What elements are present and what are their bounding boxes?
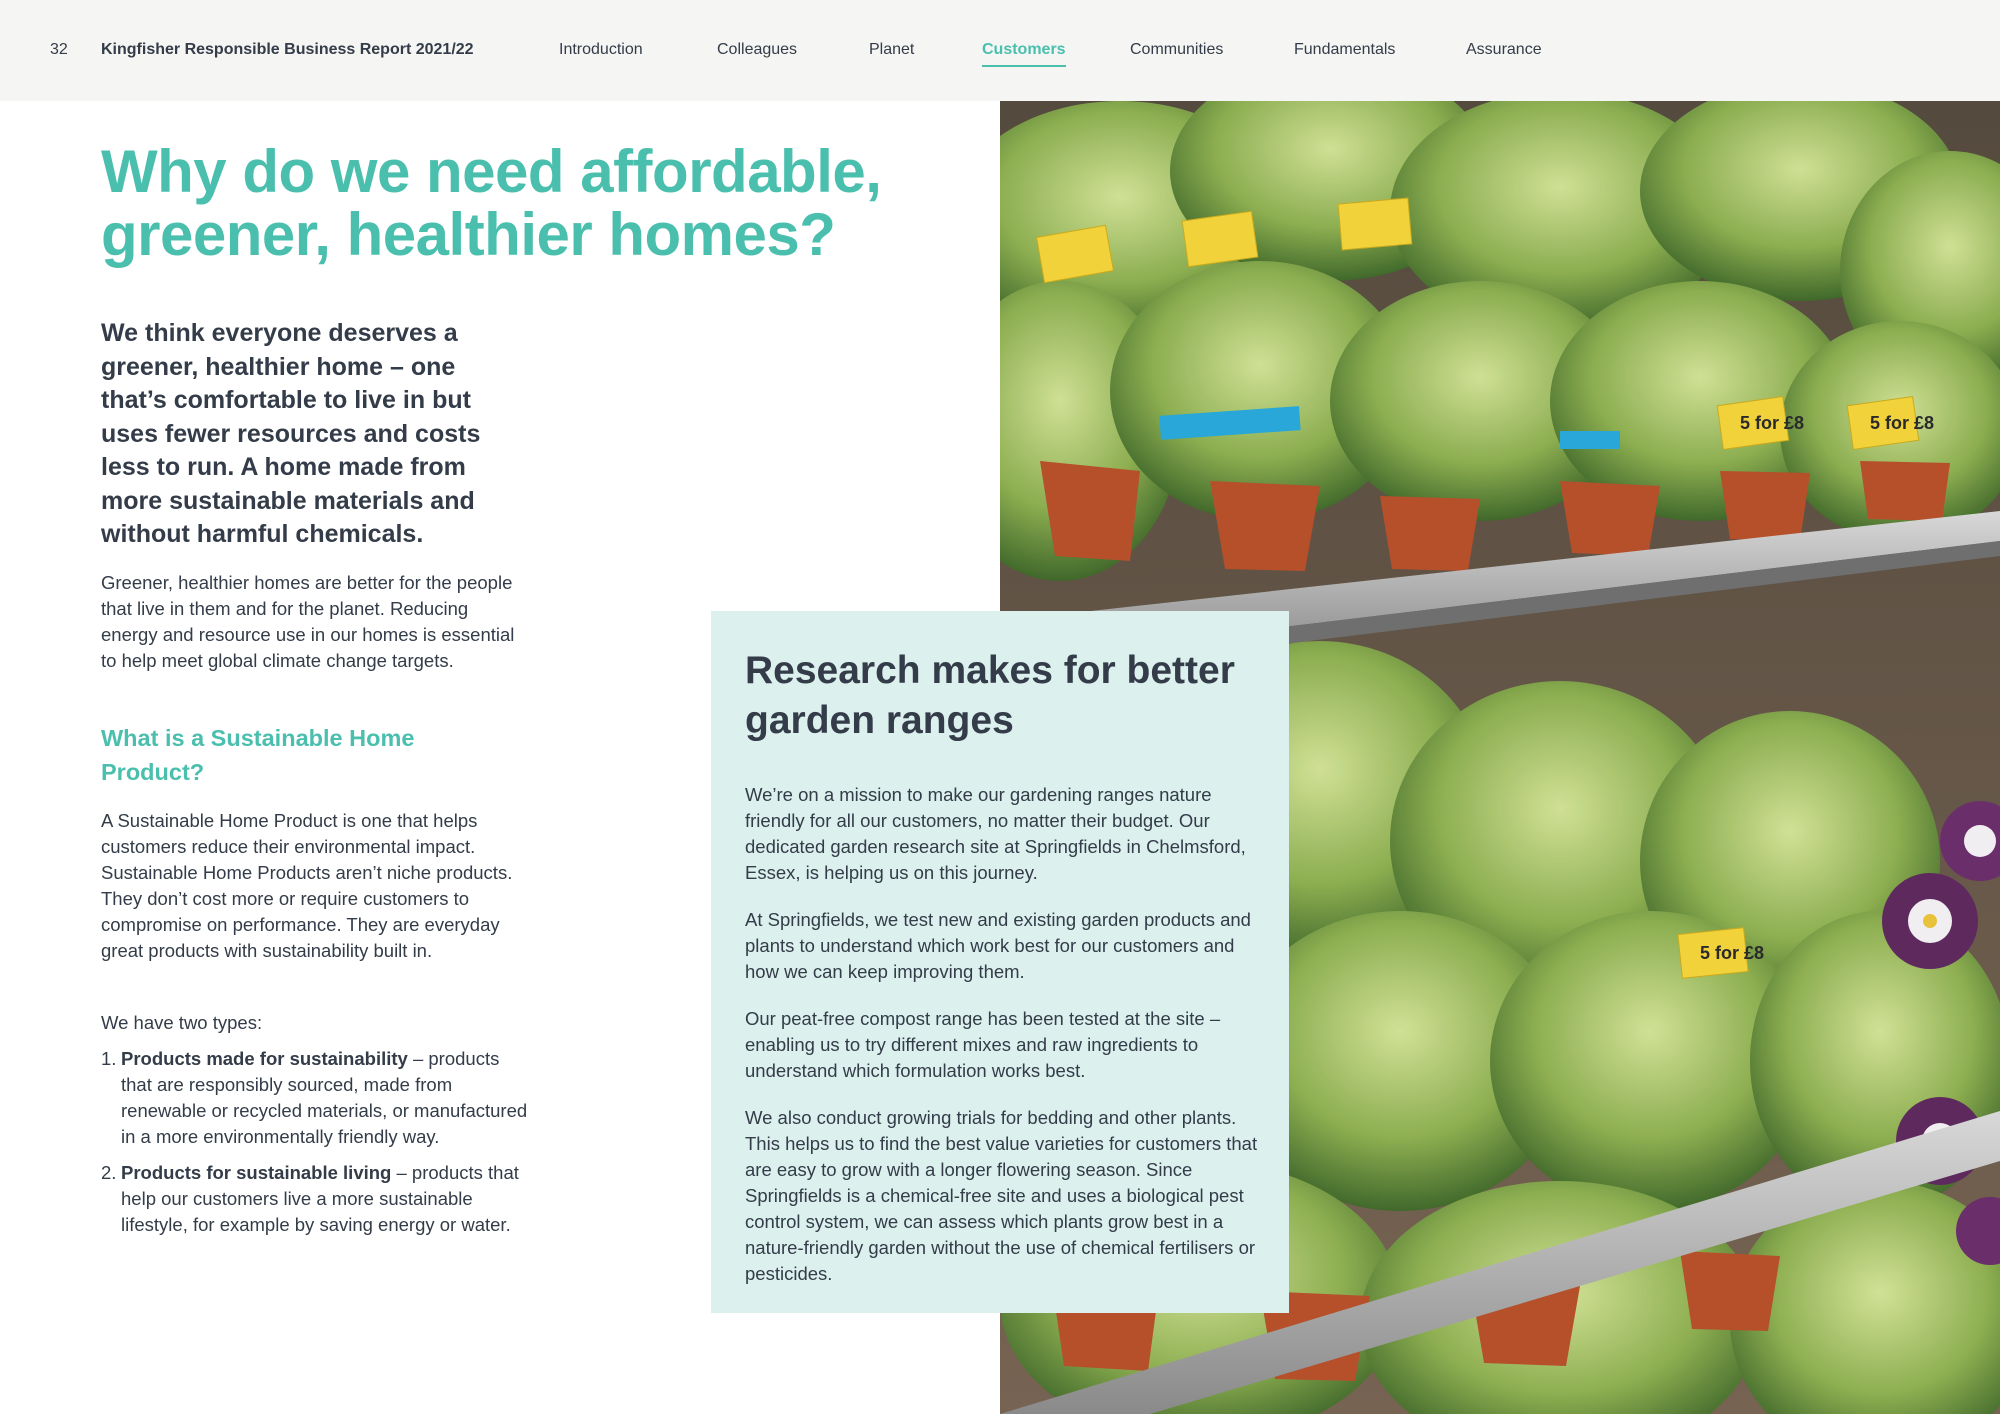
nav-customers-label: Customers: [982, 41, 1066, 58]
callout-paragraph: We also conduct growing trials for bedding and other plants. This helps us to find the best value varieties for customers that are easy to grow with a longer flowering season. Since Springfields is a chemical-free site and uses a biological pest control system, we can assess which plants grow best in a nature-friendly garden without the use of chemical fertilisers or pesticides.: [745, 1107, 1258, 1284]
price-tag-text: 5 for £8: [1740, 413, 1805, 433]
list-item-text: – products that are responsibly sourced, made from renewable or recycled materials, or manufactured in a more environmentally friendly way.: [121, 1048, 528, 1147]
list-item-bold: Products made for sustainability: [121, 1048, 408, 1069]
body-paragraph-1: Greener, healthier homes are better for the people that live in them and for the planet. Reducing energy and resource use in our homes is essential to help meet global climate change targets.: [101, 572, 515, 671]
price-tag-text: 5 for £8: [1870, 413, 1935, 433]
report-title[interactable]: Kingfisher Responsible Business Report 2021/22: [101, 41, 474, 58]
top-navigation-bar: [0, 0, 2000, 101]
nav-communities[interactable]: Communities: [1130, 41, 1224, 58]
nav-customers[interactable]: [982, 41, 1066, 59]
nav-colleagues[interactable]: Colleagues: [717, 41, 798, 58]
callout-paragraph: At Springfields, we test new and existing garden products and plants to understand which work best for our customers and how we can keep improving them.: [745, 909, 1251, 982]
list-number: 2.: [101, 1162, 117, 1183]
list-item: [101, 1160, 531, 1238]
callout-paragraph: We’re on a mission to make our gardening ranges nature friendly for all our customers, no matter their budget. Our dedicated garden research site at Springfields in Chelmsford, Essex, is helping us on this journey.: [745, 784, 1246, 883]
list-item: [101, 1046, 531, 1150]
body-paragraph-2: A Sustainable Home Product is one that helps customers reduce their environmental impact. Sustainable Home Products aren’t niche products. They don’t cost more or require customers to compromise on performance. They are everyday great products with sustainability built in.: [101, 810, 513, 961]
research-callout-box: [711, 611, 1289, 1313]
list-number: 1.: [101, 1048, 117, 1069]
product-types-list: [101, 1046, 531, 1248]
intro-statement: We think everyone deserves a greener, healthier home – one that’s comfortable to live in but uses fewer resources and costs less to run. A home made from more sustainable materials and without harmful chemicals.: [101, 319, 481, 548]
nav-assurance[interactable]: Assurance: [1466, 41, 1542, 58]
active-tab-underline: [982, 65, 1066, 67]
callout-paragraph: Our peat-free compost range has been tested at the site – enabling us to try different mixes and raw ingredients to understand which formulation works best.: [745, 1008, 1221, 1081]
list-item-text: – products that help our customers live a more sustainable lifestyle, for example by saving energy or water.: [121, 1162, 519, 1235]
page-number: 32: [50, 41, 68, 58]
page-headline: Why do we need affordable, greener, healthier homes?: [101, 138, 882, 268]
callout-title: Research makes for better garden ranges: [745, 649, 1235, 742]
nav-fundamentals[interactable]: Fundamentals: [1294, 41, 1396, 58]
body-paragraph-3: We have two types:: [101, 1012, 263, 1033]
section-nav: [0, 41, 2000, 71]
list-item-bold: Products for sustainable living: [121, 1162, 392, 1183]
price-tag-text: 5 for £8: [1700, 943, 1765, 963]
nav-introduction[interactable]: Introduction: [559, 41, 643, 58]
section-subheading: What is a Sustainable Home Product?: [101, 725, 415, 785]
nav-planet[interactable]: Planet: [869, 41, 915, 58]
